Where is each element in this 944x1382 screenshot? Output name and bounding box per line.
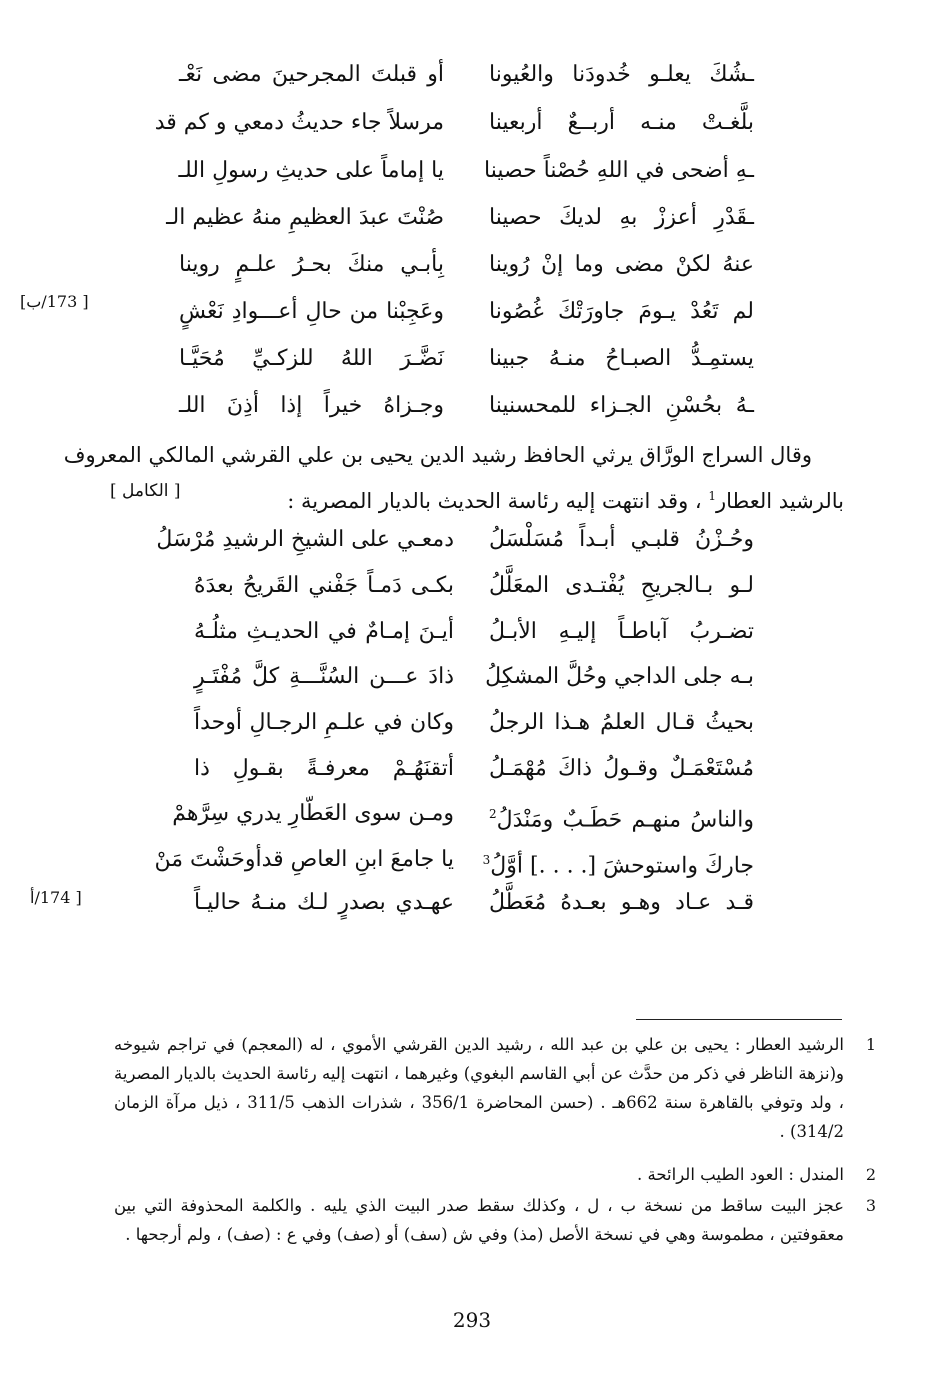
- verse-2-8-second: [482, 845, 754, 879]
- footnote-separator: [636, 1019, 842, 1020]
- folio-marker-174a: [ 174/أ: [30, 888, 82, 907]
- verse-2-1-first: دمعـي على الشيخِ الرشيدِ مُرْسَلُ: [156, 527, 454, 552]
- verse-2-1-second: وحُـزْنُ قلبـي أبـداً مُسَلْسَلُ: [489, 527, 754, 552]
- verse-2-3-second: تضـربُ آباطـاً إليـهِ الأبـلُ: [489, 619, 754, 644]
- intro-line-1: وقال السراج الورَّاق يرثي الحافظ رشيد الدين يحيى بن علي القرشي المالكي المعروف: [63, 443, 812, 467]
- verse-2-7-first: ومـن سوى العَطّارِ يدري سِرَّهمْ: [172, 801, 454, 826]
- verse-1-8-first: وجـزاهُ خيراً إذا أذِنَ اللـ: [179, 393, 444, 418]
- verse-2-4-first: ذادَ عـــن السُنَّـــةِ كلَّ مُفْتَـرٍ: [194, 664, 454, 689]
- verse-2-4-second: بـه جلى الداجي وحُلَّ المشكِلُ: [485, 664, 754, 689]
- folio-marker-173b: [ 173/ب]: [20, 292, 89, 311]
- verse-2-2-first: بكـى دَمـاً جَفْني القَريحُ بعدَهُ: [194, 573, 454, 598]
- footnote-2-number: 2: [865, 1165, 876, 1184]
- verse-1-1-first: أو قبلتَ المجرحينَ مضى نَعْـ: [179, 62, 444, 87]
- verse-1-3-first: يا إماماً على حديثِ رسولِ اللـ: [178, 158, 444, 183]
- verse-2-7-second-text: والناسُ منهـم حَطَـبٌ ومَنْدَلُ: [496, 807, 754, 833]
- page-number: 293: [452, 1308, 492, 1332]
- verse-1-7-first: نَضَّـرَ اللهُ للزكـيِّ مُحَيَّـا: [179, 346, 444, 371]
- verse-2-8-first: يا جامعَ ابنِ العاصِ قدأوحَشْتَ مَنْ: [154, 847, 454, 872]
- footnote-3-text: عجز البيت ساقط من نسخة ب ، ل ، وكذلك سقط صدر البيت الذي يليه . والكلمة المحذوفة التي بين معقوفتين ، مطموسة وهي في نسخة الأصل (مذ) وفي ش (سف) أو (صف) وفي ع : (صف) ، ولم أرجحها .: [114, 1196, 844, 1244]
- verse-2-6-first: أتقنَهُـمْ معرفـةً بقـولِ ذا: [194, 756, 454, 781]
- verse-1-7-second: يستمِـدُّ الصبـاحُ منـهُ جبينا: [489, 346, 754, 371]
- footnote-2: [114, 1160, 876, 1189]
- verse-1-1-second: ـشُكَ يعلـو خُدودَنا والعُيونا: [489, 62, 754, 87]
- verse-1-6-first: وعَجِبْنا من حالِ أعـــوادِ نَعْشٍ: [179, 299, 444, 324]
- verse-2-5-second: بحيثُ قـال العلمُ هـذا الرجلُ: [489, 710, 754, 735]
- verse-2-6-second: مُسْتَعْمَـلٌ وقـولُ ذاكَ مُهْمَـلُ: [489, 756, 754, 781]
- verse-1-5-first: بِأبـي منكَ بحـرُ علـمٍ روينا: [179, 252, 444, 277]
- footnote-1: [114, 1030, 876, 1146]
- verse-1-2-second: بلَّغـتْ منـه أربــعٌ أربعينا: [489, 110, 754, 135]
- verse-1-5-second: عنهُ لكنْ مضى وما إنْ رُوينا: [489, 252, 754, 277]
- verse-1-4-first: صُنْتَ عبدَ العظيمِ منهُ عظيم الـ: [166, 205, 444, 230]
- footnote-ref-2: 2: [489, 807, 497, 821]
- footnote-3-number: 3: [865, 1196, 876, 1215]
- verse-2-9-first: عهـدي بصدرٍ لـك منـهُ حاليـاً: [194, 890, 454, 915]
- verse-1-8-second: ـهُ بحُسْنِ الجـزاء للمحسنينا: [489, 393, 754, 418]
- verse-1-3-second: ـهِ أضحى في اللهِ حُصْناً حصينا: [484, 158, 754, 183]
- footnote-1-number: 1: [865, 1035, 876, 1054]
- verse-1-6-second: لم تَعُدْ يـومَ جاورَتْكَ غُصُونا: [489, 299, 754, 324]
- verse-2-2-second: لـو بـالجريحِ يُفْتـدى المعَلَّلُ: [489, 573, 754, 598]
- verse-2-7-second: [489, 799, 754, 833]
- intro-name: بالرشيد العطار: [716, 489, 844, 513]
- footnote-2-text: المندل : العود الطيب الرائحة .: [637, 1165, 844, 1184]
- footnote-3: [114, 1191, 876, 1249]
- intro-rest: ، وقد انتهت إليه رئاسة الحديث بالديار المصرية :: [287, 489, 702, 513]
- verse-1-4-second: ـقَدْرِ أعززْ بهِ لديكَ حصينا: [489, 205, 754, 230]
- verse-1-2-first: مرسلاً جاء حديثُ دمعي و كم قد: [154, 110, 444, 135]
- verse-2-8-second-text: جاركَ واستوحشَ [. . . .] أوَّلُ: [490, 853, 754, 879]
- footnote-1-text: الرشيد العطار : يحيى بن علي بن عبد الله ، رشيد الدين القرشي الأموي ، له (المعجم) في تراجم شيوخه و(نزهة الناظر في ذكر من حدَّث عن أبي القاسم البغوي) وغيرهما ، انتهت إليه رئاسة الحديث بالديار المصرية ، ولد وتوفي بالقاهرة سنة 662هـ . (حسن المحاضرة 356/1 ، شذرات الذهب 311/5 ، ذيل مرآة الزمان 314/2) .: [114, 1035, 844, 1141]
- meter-label: [ الكامل ]: [110, 481, 181, 501]
- verse-2-5-first: وكان في علـمِ الرجـالِ أوحداً: [194, 710, 454, 735]
- verse-2-3-first: أيـنَ إمـامٌ في الحديـثِ مثلُـهُ: [194, 619, 454, 644]
- intro-line-2: [287, 481, 844, 516]
- footnote-ref-1: 1: [708, 489, 716, 503]
- footnote-ref-3: 3: [482, 853, 491, 867]
- verse-2-9-second: قـد عـاد وهـو بعـدهُ مُعَطَّلُ: [489, 890, 754, 915]
